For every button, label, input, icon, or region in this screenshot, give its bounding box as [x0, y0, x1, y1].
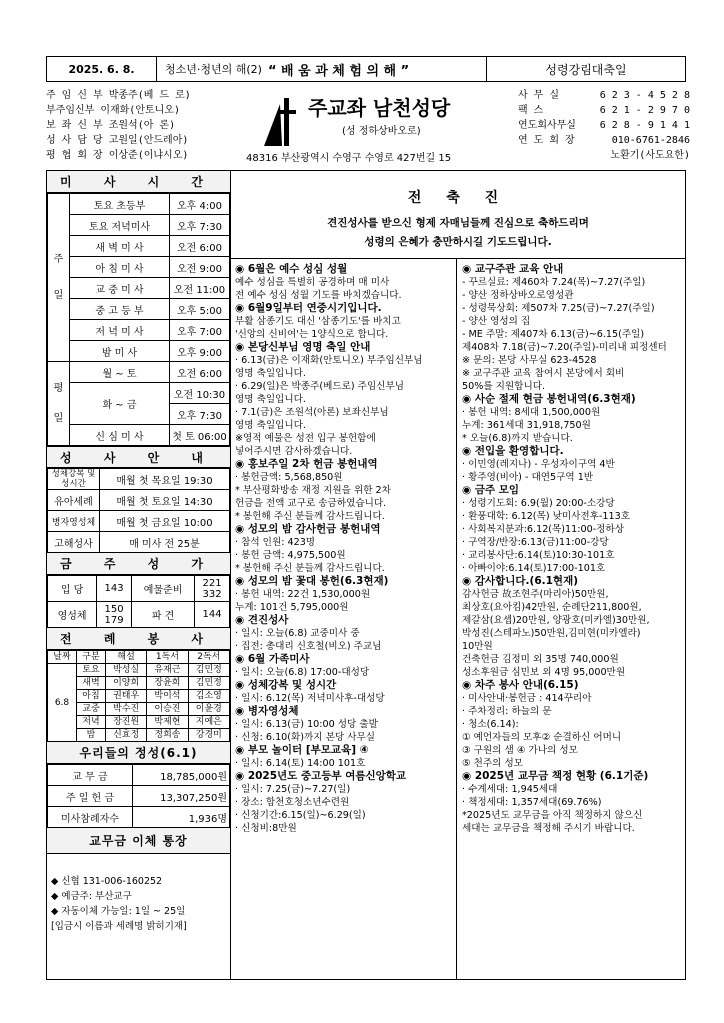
notice-section: [235, 263, 452, 302]
contact-list: [518, 88, 690, 163]
year-theme: 청소년·청년의 해(2): [165, 63, 262, 76]
notice-heading: ◉ 교구주관 교육 안내: [462, 263, 564, 275]
right-column: [458, 259, 686, 979]
notice-section: [235, 653, 452, 679]
notice-section: [462, 393, 682, 445]
notice-line: ※ 문의: 본당 사무실 623-4528: [462, 355, 597, 366]
notice-line: - 꾸르실료: 제460차 7.24(목)~7.27(주일): [462, 277, 646, 288]
notice-line: - 양산 영성의 집: [462, 316, 531, 327]
notice-line: · 봉헌 내역: 22건 1,530,000원: [235, 589, 371, 600]
notice-section: [462, 575, 682, 679]
notice-line: 50%를 지원합니다.: [462, 381, 546, 392]
notice-heading: ◉ 6월9일부터 연중시기입니다.: [235, 302, 382, 314]
offering-table: 교 무 금 18,785,000원 주 일 헌 금 13,307,250원 미사참례자수 1,936명: [47, 764, 230, 828]
notice-line: · 일시: 오늘(6.8) 교중미사 중: [235, 628, 360, 639]
notice-line: · 신청비:8만원: [235, 823, 297, 834]
notice-line: 전 예수 성심 성월 기도를 바치겠습니다.: [235, 290, 402, 301]
notice-line: 영명 축일입니다.: [235, 394, 306, 405]
sacrament-title: 성 사 안 내: [47, 446, 230, 468]
welcome-line: 성령의 은혜가 충만하시길 기도드립니다.: [364, 236, 552, 248]
notice-line: · 주차정리: 하늘의 문: [462, 706, 552, 717]
transfer-info: ◆ 신협 131-006-160252 ◆ 예금주: 부산교구 ◆ 자동이체 가능일: 1일 ~ 25일 [입금시 이름과 세례명 밝히기재]: [51, 876, 187, 932]
church-subtitle: (성 정하상바오로): [342, 126, 421, 137]
notice-section: [235, 679, 452, 705]
notice-line: ※ 교구주관 교육 참여시 본당에서 회비: [462, 368, 625, 379]
notice-line: 최상호(요아킴)42만원, 순례단211,800원,: [462, 602, 642, 613]
notice-line: · 교리봉사단:6.14(토)10:30-101호: [462, 550, 615, 561]
contact-row: 연도회사무실 6 2 8 - 9 1 4 1: [518, 120, 690, 131]
slogan: “ 배 움 과 체 험 의 해 ”: [267, 63, 410, 79]
notice-line: 제갈삼(요셉)20만원, 양광호(미카엘)30만원,: [462, 615, 650, 626]
left-column: [47, 171, 231, 979]
church-name: 주교좌 남천성당: [308, 96, 451, 120]
notice-line: · 봉헌 금액: 4,975,500원: [235, 550, 346, 561]
welcome-title: 전 축 진: [407, 190, 509, 206]
notice-heading: ◉ 병자영성체: [235, 705, 299, 717]
notice-heading: ◉ 전입을 환영합니다.: [462, 445, 564, 457]
notice-heading: ◉ 감사합니다.(6.1현재): [462, 575, 579, 587]
top-bar: [46, 56, 686, 82]
notice-section: [462, 484, 682, 575]
chairman: 노환기(사도요한): [610, 150, 690, 161]
ministry-title: 전 례 봉 사: [47, 628, 230, 650]
church-logo-icon: [260, 96, 300, 150]
notice-line: · 일시: 6.14(토) 14:00 101호: [235, 758, 366, 769]
notice-line: 성소후원금 심민보 외 4명 95,000만원: [462, 667, 626, 678]
notice-line: · 환풍대학: 6.12(목) 낮미사전후-113호: [462, 511, 630, 522]
clergy-line: 평 협 회 장 이상준(이냐시오): [46, 150, 189, 161]
notice-section: [235, 770, 452, 835]
contact-row: 연 도 회 장 010-6761-2846: [518, 135, 690, 146]
notice-line: · 수계세대: 1,945세대: [462, 784, 558, 795]
notice-section: [462, 679, 682, 770]
notice-section: [462, 263, 682, 393]
clergy-line: 부주임신부 이재화(안토니오): [46, 105, 180, 116]
notice-heading: ◉ 6월 가족미사: [235, 653, 310, 665]
notice-line: ⑤ 천주의 성모: [462, 758, 524, 769]
notice-line: · 봉헌 내역: 8세대 1,500,000원: [462, 407, 601, 418]
notice-line: · 7.1(금)은 조원석(아론) 보좌신부님: [235, 407, 389, 418]
clergy-line: 주 임 신 부 박종주(베 드 로): [46, 90, 191, 101]
notice-line: 제408차 7.18(금)~7.20(주일)-미리내 피정센터: [462, 342, 667, 353]
contact-row: 사 무 실 6 2 3 - 4 5 2 8: [518, 90, 690, 101]
offering-title: 우리들의 정성(6.1): [47, 742, 230, 764]
notice-line: - 성령묵상회: 제507차 7.25(금)~7.27(주일): [462, 303, 655, 314]
notice-line: 영명 축일입니다.: [235, 420, 306, 431]
notice-line: 박성진(스테파노)50만원,김미현(미카엘라): [462, 628, 641, 639]
notice-line: · 참석 인원: 423명: [235, 537, 316, 548]
notice-line: · 아빠이야:6.14(토)17:00-101호: [462, 563, 606, 574]
notice-heading: ◉ 2025년도 중고등부 여름신앙학교: [235, 770, 407, 782]
notice-line: · 6.13(금)은 이재화(안토니오) 부주임신부님: [235, 355, 423, 366]
notice-line: 건축헌금 김정미 외 35명 740,000원: [462, 654, 619, 665]
notice-line: · 이민영(레지나) - 우성자이구역 4반: [462, 459, 615, 470]
notice-line: · 책정세대: 1,357세대(69.76%): [462, 797, 602, 808]
ministry-table: 날짜 구분 해설 1독서 2독서 6.8 토요 박성실 유재근 김민정 새벽 이양희 장윤희 김민정 아침 권태우 박이석 김소영 교중 박수진 이승진 이윤경 저녁 장진원 박제현 지예은 밤 신효정 정희송 강경미: [47, 650, 230, 742]
notice-heading: ◉ 성모의 밤 감사헌금 봉헌내역: [235, 523, 381, 535]
notice-section: [235, 575, 452, 614]
notice-line: · 구역장/반장:6.13(금)11:00-강당: [462, 537, 609, 548]
notice-line: ※영적 예물은 성전 입구 봉헌함에: [235, 433, 376, 444]
notice-line: * 봉헌해 주신 분들께 감사드립니다.: [235, 563, 385, 574]
notice-line: · 일시: 7.25(금)~7.27(일): [235, 784, 351, 795]
notice-line: · 신청기간:6.15(일)~6.29(일): [235, 810, 366, 821]
notice-line: '신앙의 신비여'는 1양식으로 합니다.: [235, 329, 389, 340]
notice-line: · 청소(6.14):: [462, 719, 519, 730]
notice-heading: ◉ 성모의 밤 꽃대 봉헌(6.3현재): [235, 575, 389, 587]
notice-section: [235, 523, 452, 575]
notice-line: · 6.29(일)은 박종주(베드로) 주임신부님: [235, 381, 405, 392]
chant-table: 입 당 143 예물준비 221 332 영성체 150 179 파 견 144: [47, 575, 230, 628]
notice-line: - ME 주말: 제407차 6.13(금)~6.15(주일): [462, 329, 645, 340]
notice-line: 영명 축일입니다.: [235, 368, 306, 379]
welcome-line: 견진성사를 받으신 형제 자매님들께 진심으로 축하드리며: [327, 217, 589, 229]
sacrament-table: 성체강복 및 성시간 매월 첫 목요일 19:30 유아세례 매월 첫 토요일 14:30 병자영성체 매월 첫 금요일 10:00 고해성사 매 미사 전 25분: [47, 468, 230, 553]
notice-heading: ◉ 견진성사: [235, 614, 289, 626]
notice-heading: ◉ 차주 봉사 안내(6.15): [462, 679, 579, 691]
notice-line: 헌금을 전액 교구로 송금하였습니다.: [235, 498, 387, 509]
notice-line: 세대는 교무금을 책정해 주시기 바랍니다.: [462, 823, 635, 834]
notice-heading: ◉ 부모 놀이터 [부모교육] ④: [235, 744, 369, 756]
notice-line: · 일시: 오늘(6.8) 17:00-대성당: [235, 667, 370, 678]
mass-table: 주일 토요 초등부 오후 4:00 토요 저녁미사 오후 7:30 새 벽 미 사 오전 6:00 아 침 미 사 오전 9:00 교 중 미 사 오전 11:00 중 고 등 부 오후 5:00 저 녁 미 사 오후 7:00 밤 미 사 오후 9:00 평일 월 ~ 토 오전 6:00 화 ~ 금 오전 10:30 오후 7:30 신 심 미 사 첫 토 06:00: [47, 193, 230, 446]
notice-line: 예수 성심을 특별히 공경하며 매 미사: [235, 277, 390, 288]
notice-heading: ◉ 2025년 교무금 책정 현황 (6.1기준): [462, 770, 649, 782]
notice-line: 누계: 361세대 31,918,750원: [462, 420, 591, 431]
notice-heading: ◉ 사순 절제 현금 봉헌내역(6.3현재): [462, 393, 636, 405]
notice-line: · 집전: 총대리 신호철(비오) 주교님: [235, 641, 382, 652]
clergy-list: [46, 88, 254, 163]
theme-area: [157, 57, 487, 81]
notice-section: [462, 445, 682, 484]
clergy-line: 성 사 담 당 고원일(안드레아): [46, 135, 189, 146]
notice-line: · 사회복지분과:6.12(목)11:00-정하상: [462, 524, 624, 535]
notice-line: 넣어주시면 감사하겠습니다.: [235, 446, 353, 457]
notice-heading: ◉ 성체강복 및 성시간: [235, 679, 337, 691]
contact-row: 팩 스 6 2 1 - 2 9 7 0: [518, 105, 690, 116]
notice-heading: ◉ 6월은 예수 성심 성월: [235, 263, 348, 275]
chant-title: 금 주 성 가: [47, 553, 230, 575]
main-box: [46, 170, 686, 980]
mass-title: 미 사 시 간: [47, 171, 230, 193]
notice-heading: ◉ 금주 모임: [462, 484, 520, 496]
notice-line: · 황주영(비아) - 대연5구역 1반: [462, 472, 594, 483]
church-address: 48316 부산광역시 수영구 수영로 427번길 15: [246, 153, 452, 164]
notice-line: * 부산평화방송 재정 지원을 위한 2차: [235, 485, 391, 496]
notice-line: ① 예언자들의 모후② 순결하신 어머니: [462, 732, 622, 743]
notice-line: * 봉헌해 주신 분들께 감사드립니다.: [235, 511, 385, 522]
header: [46, 88, 690, 164]
notice-line: · 신청: 6.10(화)까지 본당 사무실: [235, 732, 376, 743]
notice-line: - 양산 정하상바오로영성관: [462, 290, 574, 301]
notice-line: * 오늘(6.8)까지 받습니다.: [462, 433, 573, 444]
notice-section: [462, 770, 682, 835]
welcome-banner: [231, 171, 685, 259]
notice-line: · 일시: 6.13(금) 10:00 성당 출발: [235, 719, 378, 730]
middle-column: [231, 259, 457, 979]
notice-section: [235, 458, 452, 523]
notice-section: [235, 705, 452, 744]
notice-line: 부활 삼종기도 대신 '삼종기도'를 바치고: [235, 316, 401, 327]
notice-line: · 장소: 합천호청소년수련원: [235, 797, 350, 808]
notice-heading: ◉ 본당신부님 영명 축일 안내: [235, 341, 371, 353]
notice-section: [235, 341, 452, 458]
notice-section: [235, 614, 452, 653]
notice-section: [235, 744, 452, 770]
feast-name: 성령강림대축일: [545, 62, 627, 77]
notice-line: · 성령기도회: 6.9(월) 20:00-소강당: [462, 498, 615, 509]
notice-line: · 봉헌금액: 5,568,850원: [235, 472, 343, 483]
transfer-title: 교무금 이체 통장: [47, 828, 230, 854]
notice-line: · 일시: 6.12(목) 저녁미사후-대성당: [235, 693, 385, 704]
notice-section: [235, 302, 452, 341]
issue-date: 2025. 6. 8.: [47, 57, 157, 81]
clergy-line: 보 좌 신 부 조원석(아 론): [46, 120, 176, 131]
notice-line: 10만원: [462, 641, 493, 652]
notice-line: 누계: 101건 5,795,000원: [235, 602, 349, 613]
notice-line: ③ 구원의 샘 ④ 가나의 성모: [462, 745, 578, 756]
notice-line: *2025년도 교무금을 아직 책정하지 않으신: [462, 810, 643, 821]
notice-line: · 미사안내·봉헌금 : 414꾸리아: [462, 693, 592, 704]
notice-heading: ◉ 홍보주일 2차 헌금 봉헌내역: [235, 458, 378, 470]
notice-line: 감사헌금 故조현주(마리아)50만원,: [462, 589, 609, 600]
